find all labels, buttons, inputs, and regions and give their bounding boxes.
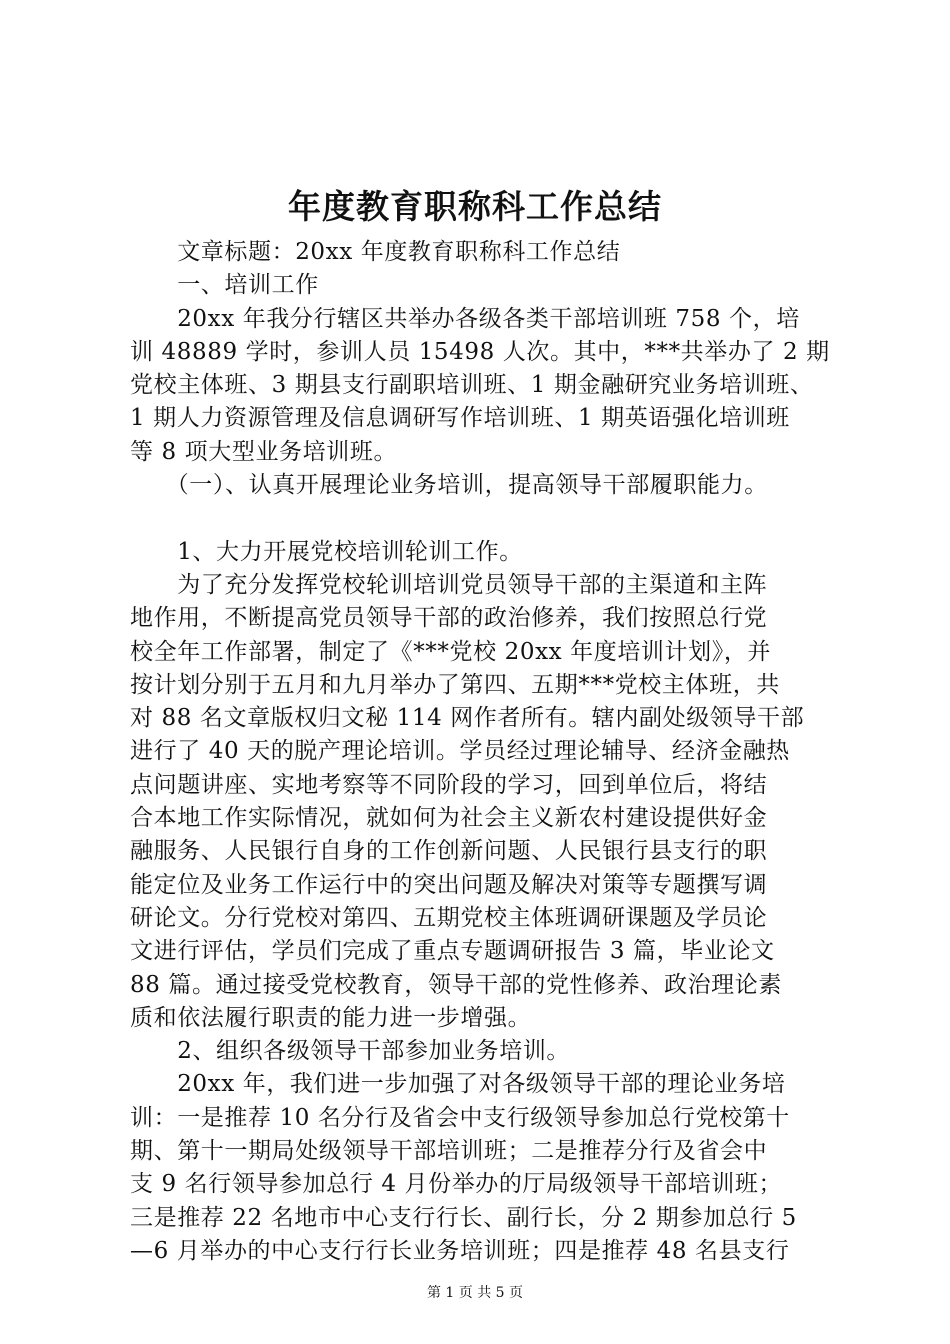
body-line: 校全年工作部署，制定了《***党校 20xx 年度培训计划》，并: [130, 638, 772, 665]
body-line: 期、第十一期局处级领导干部培训班；二是推荐分行及省会中: [130, 1138, 768, 1165]
body-line: 地作用，不断提高党员领导干部的政治修养，我们按照总行党: [130, 605, 768, 632]
body-line: 训 48889 学时，参训人员 15498 人次。其中，***共举办了 2 期: [130, 338, 830, 365]
body-line: 20xx 年，我们进一步加强了对各级领导干部的理论业务培: [130, 1071, 786, 1098]
body-line: 1、大力开展党校培训轮训工作。: [130, 538, 523, 565]
blank-line: [130, 502, 840, 535]
body-line: 融服务、人民银行自身的工作创新问题、人民银行县支行的职: [130, 838, 768, 865]
body-line: 合本地工作实际情况，就如何为社会主义新农村建设提供好金: [130, 805, 768, 832]
body-line: 文进行评估，学员们完成了重点专题调研报告 3 篇，毕业论文: [130, 938, 775, 965]
body-line: 研论文。分行党校对第四、五期党校主体班调研课题及学员论: [130, 904, 768, 931]
body-line: —6 月举办的中心支行行长业务培训班；四是推荐 48 名县支行: [130, 1237, 790, 1264]
body-line: 1 期人力资源管理及信息调研写作培训班、1 期英语强化培训班: [130, 405, 790, 432]
body-line: 点问题讲座、实地考察等不同阶段的学习，回到单位后，将结: [130, 771, 768, 798]
document-body: [130, 236, 840, 1268]
body-line: 88 篇。通过接受党校教育，领导干部的党性修养、政治理论素: [130, 971, 782, 998]
document-title: 年度教育职称科工作总结: [288, 187, 662, 226]
body-line: 等 8 项大型业务培训班。: [130, 438, 398, 465]
body-line: 质和依法履行职责的能力进一步增强。: [130, 1004, 532, 1031]
body-line: 20xx 年我分行辖区共举办各级各类干部培训班 758 个，培: [130, 305, 800, 332]
body-line: 支 9 名行领导参加总行 4 月份举办的厅局级领导干部培训班；: [130, 1171, 783, 1198]
body-line: 文章标题：20xx 年度教育职称科工作总结: [130, 239, 621, 265]
body-line: 2、组织各级领导干部参加业务培训。: [130, 1038, 571, 1065]
body-line: 训：一是推荐 10 名分行及省会中支行级领导参加总行党校第十: [130, 1104, 790, 1131]
page-footer: 第 1 页 共 5 页: [426, 1285, 524, 1301]
body-line: 进行了 40 天的脱产理论培训。学员经过理论辅导、经济金融热: [130, 738, 790, 765]
body-line: （一）、认真开展理论业务培训，提高领导干部履职能力。: [130, 472, 768, 499]
body-line: 一、培训工作: [130, 272, 319, 299]
body-line: 能定位及业务工作运行中的突出问题及解决对策等专题撰写调: [130, 871, 768, 898]
body-line: 对 88 名文章版权归文秘 114 网作者所有。辖内副处级领导干部: [130, 705, 805, 732]
body-line: 按计划分别于五月和九月举办了第四、五期***党校主体班，共: [130, 671, 780, 698]
body-line: 党校主体班、3 期县支行副职培训班、1 期金融研究业务培训班、: [130, 372, 814, 399]
body-line: 为了充分发挥党校轮训培训党员领导干部的主渠道和主阵: [130, 571, 768, 598]
body-line: 三是推荐 22 名地市中心支行行长、副行长，分 2 期参加总行 5: [130, 1204, 797, 1231]
